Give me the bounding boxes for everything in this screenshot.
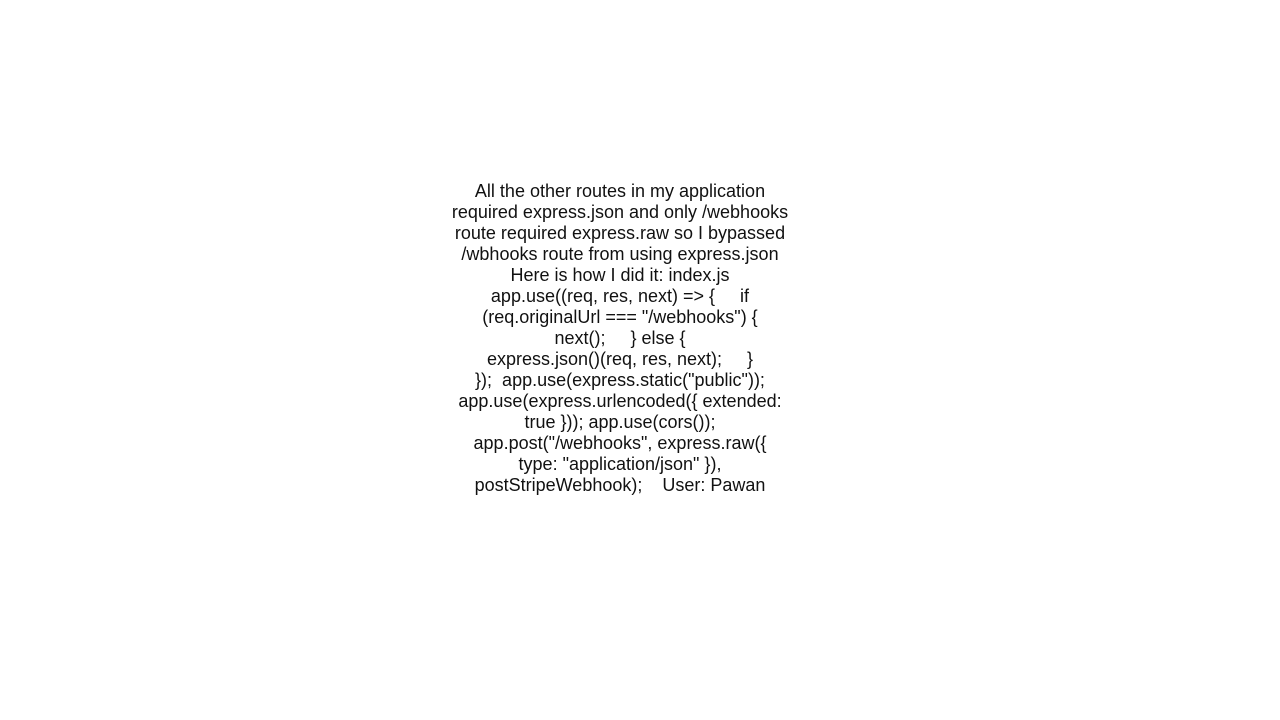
text-line: type: "application/json" }), <box>518 454 722 474</box>
text-line: required express.json and only /webhooks <box>451 202 789 222</box>
text-line: (req.originalUrl === "/webhooks") { <box>482 307 758 327</box>
text-line: route required express.raw so I bypassed <box>454 223 786 243</box>
text-line: true })); app.use(cors()); <box>524 412 716 432</box>
text-line: postStripeWebhook); User: Pawan <box>474 475 766 495</box>
text-line: All the other routes in my application <box>474 181 766 201</box>
text-line: app.post("/webhooks", express.raw({ <box>473 433 767 453</box>
text-line: /wbhooks route from using express.json <box>461 244 779 264</box>
text-line: Here is how I did it: index.js <box>510 265 730 285</box>
text-line: app.use(express.urlencoded({ extended: <box>458 391 782 411</box>
text-line: express.json()(req, res, next); } <box>486 349 754 369</box>
text-line: app.use((req, res, next) => { if <box>490 286 750 306</box>
text-line: }); app.use(express.static("public")); <box>475 370 765 390</box>
text-line: next(); } else { <box>554 328 686 348</box>
answer-text-block <box>450 181 790 496</box>
